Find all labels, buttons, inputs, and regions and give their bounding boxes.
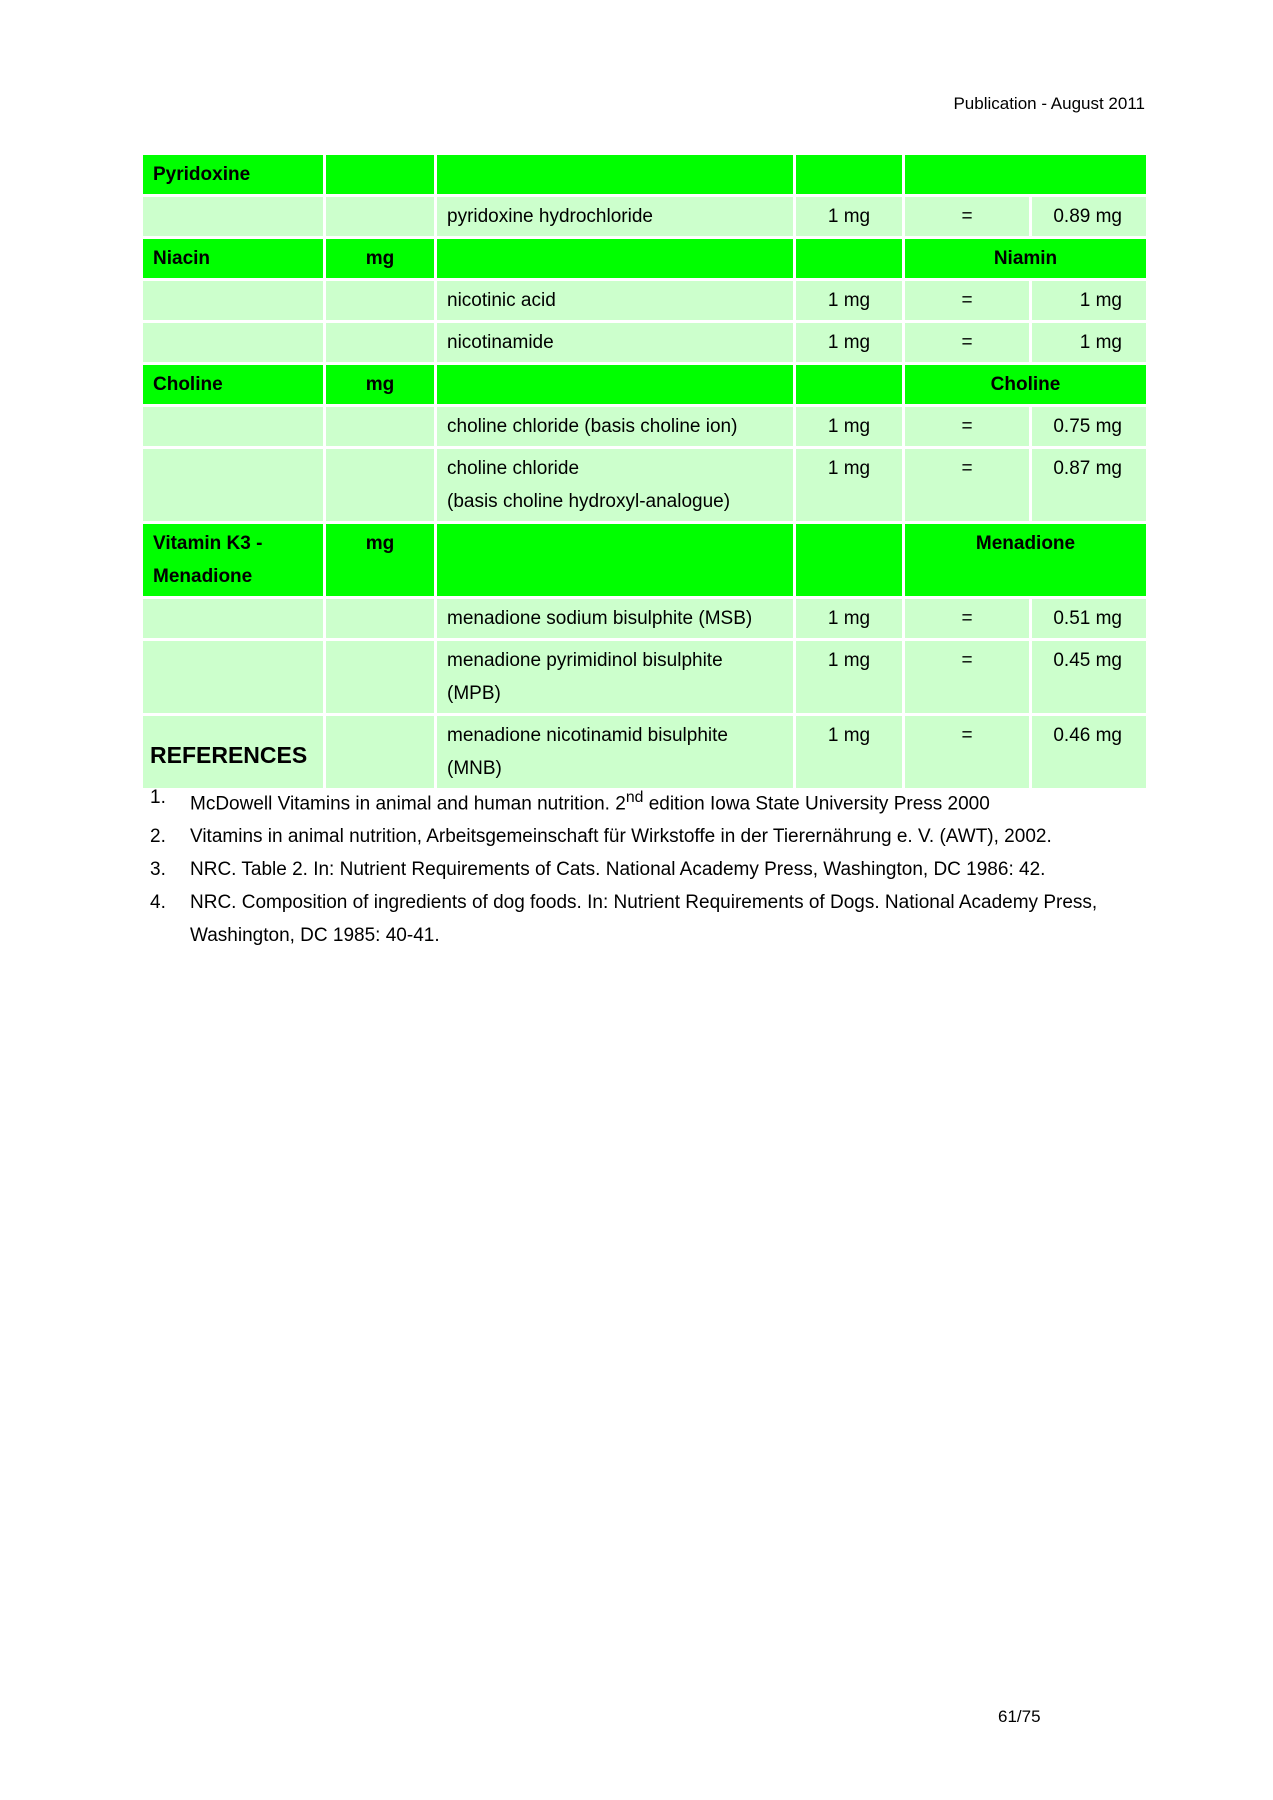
conversion-row — [143, 197, 1146, 236]
source-compound: menadione pyrimidinol bisulphite (MPB) — [437, 641, 793, 713]
converted-amount: 0.75 mg — [1032, 407, 1146, 446]
reference-item: 3. NRC. Table 2. In: Nutrient Requirements of Cats. National Academy Press, Washington, DC 1986: 42. — [150, 859, 1046, 881]
amount-cell — [796, 239, 902, 278]
equals-sign: = — [905, 449, 1029, 521]
amount-cell — [796, 365, 902, 404]
amount-cell — [796, 155, 902, 194]
source-compound: nicotinamide — [437, 323, 793, 362]
conversion-row — [143, 281, 1146, 320]
source-amount: 1 mg — [796, 599, 902, 638]
converted-amount: 0.46 mg — [1032, 716, 1146, 788]
target-compound: Menadione — [905, 524, 1146, 596]
vitamin-name: Pyridoxine — [143, 155, 323, 194]
unit-empty — [326, 197, 434, 236]
source-cell — [437, 155, 793, 194]
unit-empty — [326, 323, 434, 362]
vitamin-name: Niacin — [143, 239, 323, 278]
target-compound — [905, 155, 1146, 194]
unit-empty — [326, 281, 434, 320]
conversion-row — [143, 323, 1146, 362]
reference-item: 4. NRC. Composition of ingredients of dog foods. In: Nutrient Requirements of Dogs. National Academy Press, Washington, DC 1985: 40-41. — [150, 892, 1098, 947]
target-compound: Niamin — [905, 239, 1146, 278]
vitamin-conversion-table — [140, 152, 1149, 791]
target-compound: Choline — [905, 365, 1146, 404]
equals-sign: = — [905, 197, 1029, 236]
vitamin-unit: mg — [326, 365, 434, 404]
references-list — [150, 781, 1150, 952]
source-amount: 1 mg — [796, 407, 902, 446]
vitamin-unit: mg — [326, 239, 434, 278]
equals-sign: = — [905, 641, 1029, 713]
source-amount: 1 mg — [796, 716, 902, 788]
vitamin-unit: mg — [326, 524, 434, 596]
source-amount: 1 mg — [796, 641, 902, 713]
amount-cell — [796, 524, 902, 596]
vitamin-name-empty — [143, 449, 323, 521]
equals-sign: = — [905, 407, 1029, 446]
source-cell — [437, 239, 793, 278]
vitamin-name-empty — [143, 407, 323, 446]
source-cell — [437, 524, 793, 596]
source-amount: 1 mg — [796, 281, 902, 320]
vitamin-name-empty — [143, 641, 323, 713]
converted-amount: 1 mg — [1032, 281, 1146, 320]
vitamin-name-empty — [143, 197, 323, 236]
source-compound: nicotinic acid — [437, 281, 793, 320]
source-amount: 1 mg — [796, 197, 902, 236]
references-section — [150, 742, 1150, 952]
source-compound: menadione sodium bisulphite (MSB) — [437, 599, 793, 638]
conversion-row — [143, 449, 1146, 521]
vitamin-name-empty — [143, 599, 323, 638]
vitamin-name-empty — [143, 281, 323, 320]
equals-sign: = — [905, 281, 1029, 320]
equals-sign: = — [905, 716, 1029, 788]
vitamin-header-row — [143, 524, 1146, 596]
reference-item: 2. Vitamins in animal nutrition, Arbeitsgemeinschaft für Wirkstoffe in der Tierernährung e. V. (AWT), 2002. — [150, 826, 1052, 848]
source-compound: menadione nicotinamid bisulphite (MNB) — [437, 716, 793, 788]
unit-empty — [326, 449, 434, 521]
reference-item: 1. McDowell Vitamins in animal and human nutrition. 2nd edition Iowa State University Press 2000 — [150, 787, 990, 815]
equals-sign: = — [905, 599, 1029, 638]
equals-sign: = — [905, 323, 1029, 362]
vitamin-header-row — [143, 155, 1146, 194]
vitamin-name: Choline — [143, 365, 323, 404]
source-compound: choline chloride (basis choline hydroxyl-analogue) — [437, 449, 793, 521]
converted-amount: 1 mg — [1032, 323, 1146, 362]
conversion-row — [143, 641, 1146, 713]
vitamin-header-row — [143, 239, 1146, 278]
conversion-row — [143, 599, 1146, 638]
conversion-row — [143, 407, 1146, 446]
vitamin-name-empty — [143, 323, 323, 362]
publication-header: Publication - August 2011 — [953, 94, 1145, 113]
vitamin-name: Vitamin K3 - Menadione — [143, 524, 323, 596]
vitamin-header-row — [143, 365, 1146, 404]
source-amount: 1 mg — [796, 449, 902, 521]
unit-empty — [326, 599, 434, 638]
source-compound: choline chloride (basis choline ion) — [437, 407, 793, 446]
converted-amount: 0.87 mg — [1032, 449, 1146, 521]
references-title: REFERENCES — [150, 742, 308, 768]
converted-amount: 0.51 mg — [1032, 599, 1146, 638]
unit-empty — [326, 407, 434, 446]
converted-amount: 0.45 mg — [1032, 641, 1146, 713]
converted-amount: 0.89 mg — [1032, 197, 1146, 236]
source-compound: pyridoxine hydrochloride — [437, 197, 793, 236]
page-number: 61/75 — [998, 1707, 1041, 1726]
source-amount: 1 mg — [796, 323, 902, 362]
source-cell — [437, 365, 793, 404]
unit-empty — [326, 641, 434, 713]
vitamin-unit — [326, 155, 434, 194]
